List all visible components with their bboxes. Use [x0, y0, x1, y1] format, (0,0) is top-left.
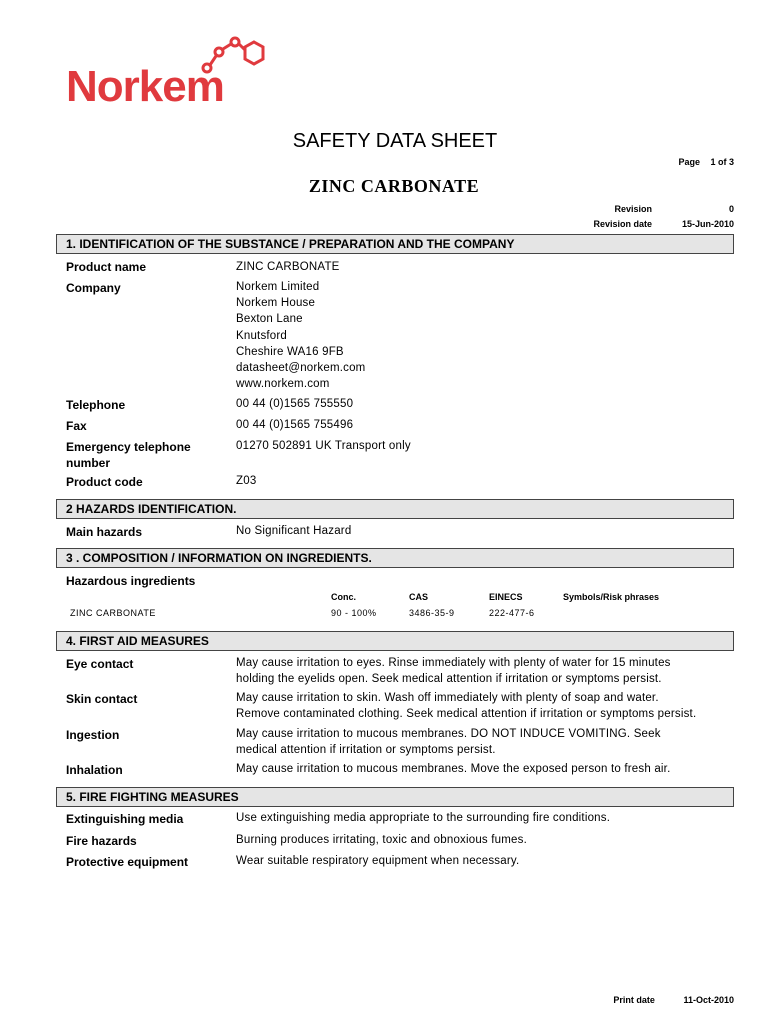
fax-label: Fax [66, 419, 87, 433]
ingestion-label: Ingestion [66, 728, 120, 742]
eye-contact-line: May cause irritation to eyes. Rinse immediately with plenty of water for 15 minutes [236, 657, 671, 669]
main-hazards-value: No Significant Hazard [236, 525, 352, 537]
product-code-label: Product code [66, 475, 143, 489]
table-header-symbols: Symbols/Risk phrases [563, 592, 660, 602]
print-date-label: Print date [613, 995, 655, 1005]
company-email: datasheet@norkem.com [236, 362, 366, 375]
skin-contact-line: Remove contaminated clothing. Seek medical attention if irritation or symptoms persist. [236, 708, 697, 721]
revision-block [562, 204, 734, 234]
eye-contact-line: holding the eyelids open. Seek medical attention if irritation or symptoms persist. [236, 673, 662, 686]
product-code-value: Z03 [236, 475, 257, 487]
fire-hazards-value: Burning produces irritating, toxic and obnoxious fumes. [236, 834, 527, 846]
print-date-value: 11-Oct-2010 [683, 995, 734, 1005]
inhalation-label: Inhalation [66, 763, 123, 777]
main-hazards-label: Main hazards [66, 525, 143, 539]
company-address [236, 279, 365, 392]
ingredient-cas: 3486-35-9 [409, 608, 455, 618]
emergency-label-line: number [66, 456, 111, 470]
telephone-value: 00 44 (0)1565 755550 [236, 398, 354, 410]
section-4-header: 4. FIRST AID MEASURES [56, 631, 734, 651]
table-header-cas: CAS [409, 592, 429, 602]
revision-value: 0 [728, 204, 734, 214]
fire-hazards-label: Fire hazards [66, 834, 137, 848]
inhalation-value: May cause irritation to mucous membranes. Move the exposed person to fresh air. [236, 763, 671, 775]
extinguishing-media-value: Use extinguishing media appropriate to the surrounding fire conditions. [236, 812, 611, 824]
company-line: Cheshire WA16 9FB [236, 345, 344, 358]
table-header-einecs: EINECS [489, 592, 523, 602]
telephone-label: Telephone [66, 398, 126, 412]
revision-label: Revision [614, 204, 652, 214]
emergency-label-line: Emergency telephone [66, 440, 191, 454]
ingestion-line: May cause irritation to mucous membranes. DO NOT INDUCE VOMITING. Seek [236, 728, 661, 740]
skin-contact-line: May cause irritation to skin. Wash off immediately with plenty of soap and water. [236, 692, 659, 704]
skin-contact-label: Skin contact [66, 692, 138, 706]
company-line: Norkem Limited [236, 281, 320, 293]
product-name-value: ZINC CARBONATE [236, 261, 340, 273]
document-title: SAFETY DATA SHEET [292, 130, 498, 152]
emergency-telephone-value: 01270 502891 UK Transport only [236, 440, 411, 452]
molecule-logo-icon [200, 32, 275, 82]
section-1-header: 1. IDENTIFICATION OF THE SUBSTANCE / PREPARATION AND THE COMPANY [56, 234, 734, 254]
page-indicator [670, 157, 734, 167]
revision-date-label: Revision date [593, 219, 652, 229]
ingredient-einecs: 222-477-6 [489, 608, 535, 618]
substance-title: ZINC CARBONATE [308, 176, 480, 196]
protective-equipment-label: Protective equipment [66, 855, 189, 869]
skin-contact-value [236, 690, 696, 722]
product-name-label: Product name [66, 260, 147, 274]
company-line: Bexton Lane [236, 313, 303, 326]
company-label: Company [66, 281, 121, 295]
print-date [613, 995, 734, 1005]
ingestion-line: medical attention if irritation or symptoms persist. [236, 744, 496, 757]
eye-contact-value [236, 655, 671, 687]
extinguishing-media-label: Extinguishing media [66, 812, 184, 826]
fax-value: 00 44 (0)1565 755496 [236, 419, 354, 431]
eye-contact-label: Eye contact [66, 657, 134, 671]
ingredient-name: ZINC CARBONATE [70, 608, 156, 618]
protective-equipment-value: Wear suitable respiratory equipment when necessary. [236, 855, 520, 867]
section-5-header: 5. FIRE FIGHTING MEASURES [56, 787, 734, 807]
company-website: www.norkem.com [236, 378, 330, 391]
section-2-header: 2 HAZARDS IDENTIFICATION. [56, 499, 734, 519]
page-value: 1 of 3 [710, 157, 734, 167]
company-line: Knutsford [236, 329, 288, 342]
ingredient-conc: 90 - 100% [331, 608, 377, 618]
table-header-conc: Conc. [331, 592, 357, 602]
company-line: Norkem House [236, 297, 316, 310]
norkem-logo-text: Norkem [66, 62, 224, 111]
hazardous-ingredients-label: Hazardous ingredients [66, 574, 196, 588]
page-label: Page [678, 157, 700, 167]
ingestion-value [236, 726, 661, 758]
revision-date-value: 15-Jun-2010 [681, 219, 734, 229]
section-3-header: 3 . COMPOSITION / INFORMATION ON INGREDIENTS. [56, 548, 734, 568]
emergency-telephone-label [66, 439, 191, 471]
